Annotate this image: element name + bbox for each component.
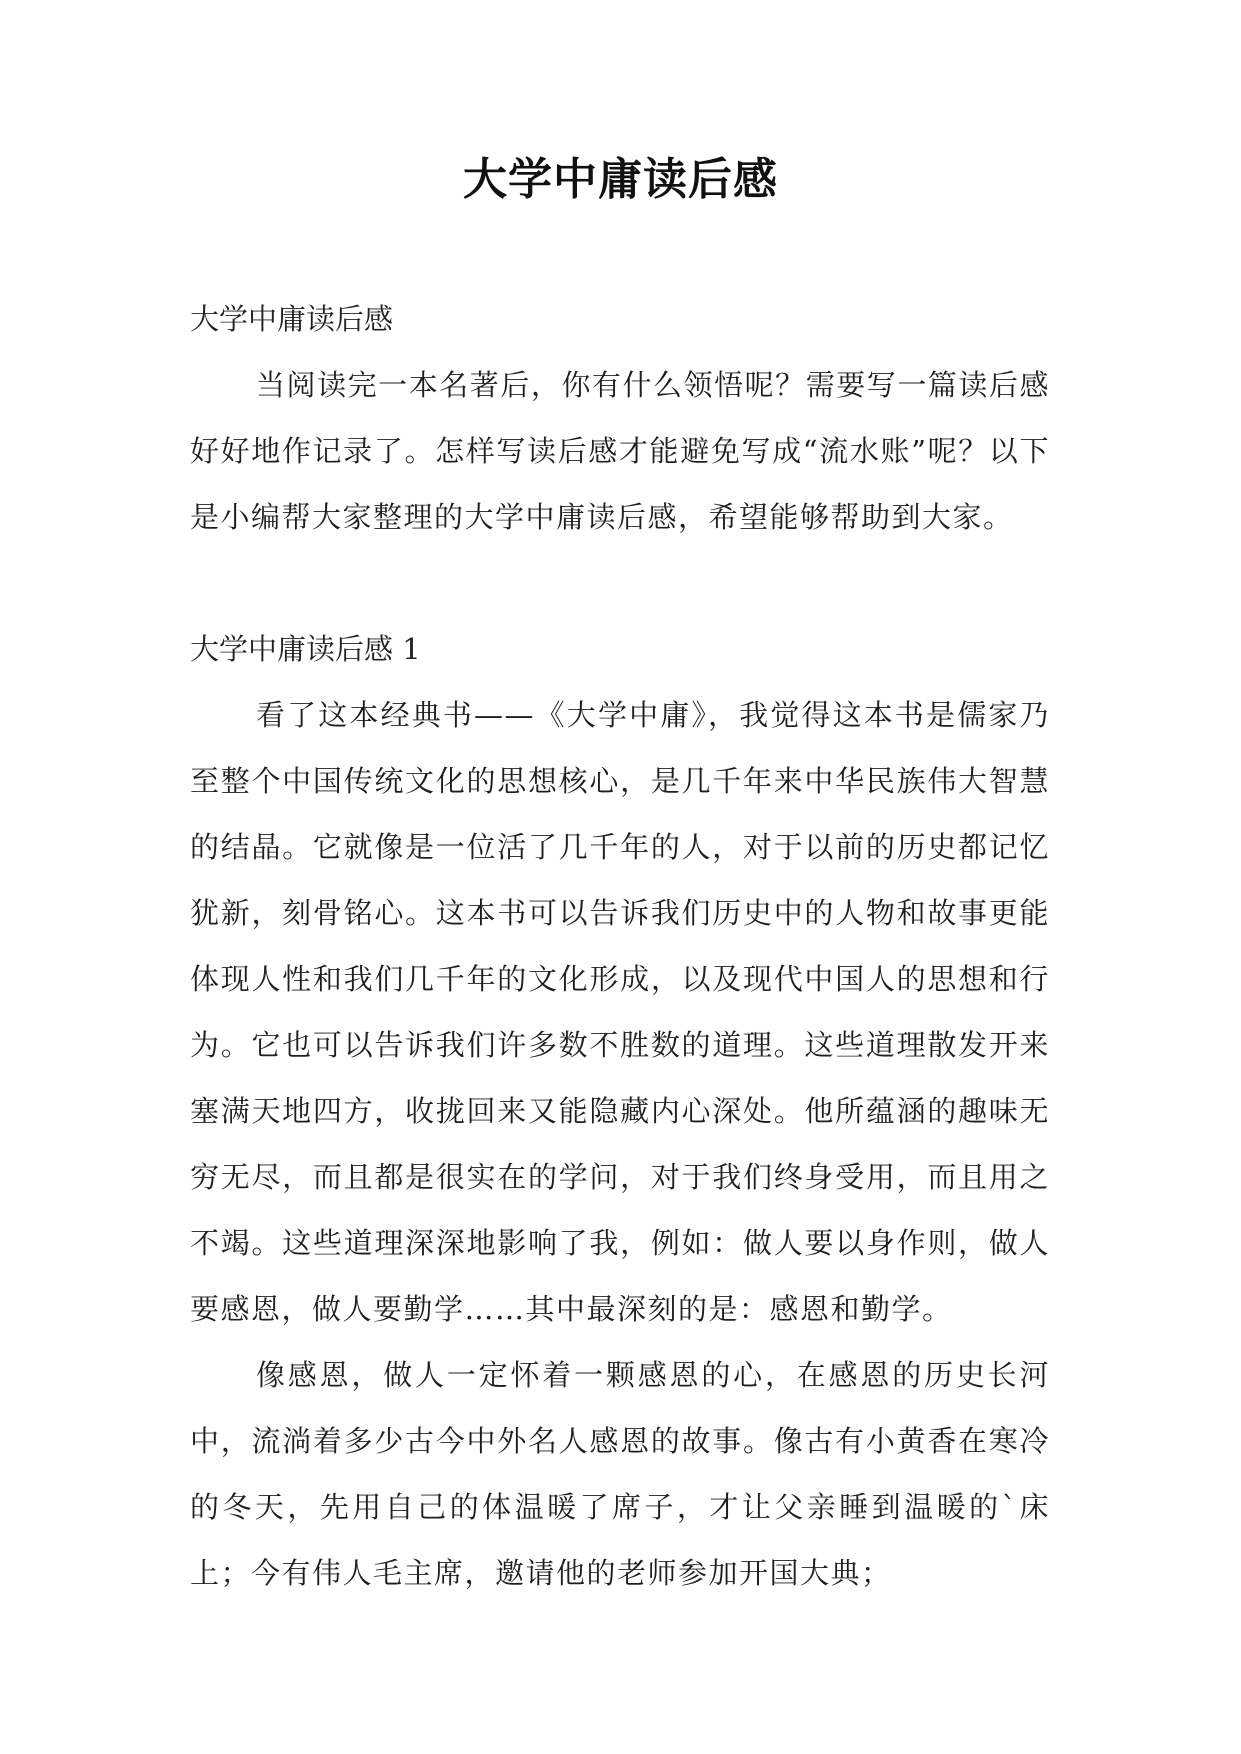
- section1-paragraph-1: 看了这本经典书——《大学中庸》，我觉得这本书是儒家乃至整个中国传统文化的思想核心，是几千年来中华民族伟大智慧的结晶。它就像是一位活了几千年的人，对于以前的历史都记忆犹新，刻骨铭心。这本书可以告诉我们历史中的人物和故事更能体现人性和我们几千年的文化形成，以及现代中国人的思想和行为。它也可以告诉我们许多数不胜数的道理。这些道理散发开来塞满天地四方，收拢回来又能隐藏内心深处。他所蕴涵的趣味无穷无尽，而且都是很实在的学问，对于我们终身受用，而且用之不竭。这些道理深深地影响了我，例如：做人要以身作则，做人要感恩，做人要勤学……其中最深刻的是：感恩和勤学。: [190, 698, 1050, 1326]
- section1-paragraph-2: 像感恩，做人一定怀着一颗感恩的心，在感恩的历史长河中，流淌着多少古今中外名人感恩的故事。像古有小黄香在寒冷的冬天，先用自己的体温暖了席子，才让父亲睡到温暖的`床上；今有伟人毛主席，邀请他的老师参加开国大典；: [190, 1358, 1050, 1590]
- section1-heading: 大学中庸读后感 1: [190, 632, 421, 666]
- intro-heading: 大学中庸读后感: [190, 302, 394, 336]
- document-body: [190, 286, 1050, 1606]
- section-spacer: [190, 550, 1050, 616]
- intro-paragraph: 当阅读完一本名著后，你有什么领悟呢？需要写一篇读后感好好地作记录了。怎样写读后感才能避免写成“流水账”呢？以下是小编帮大家整理的大学中庸读后感，希望能够帮助到大家。: [190, 368, 1050, 534]
- document-title: 大学中庸读后感: [463, 154, 778, 205]
